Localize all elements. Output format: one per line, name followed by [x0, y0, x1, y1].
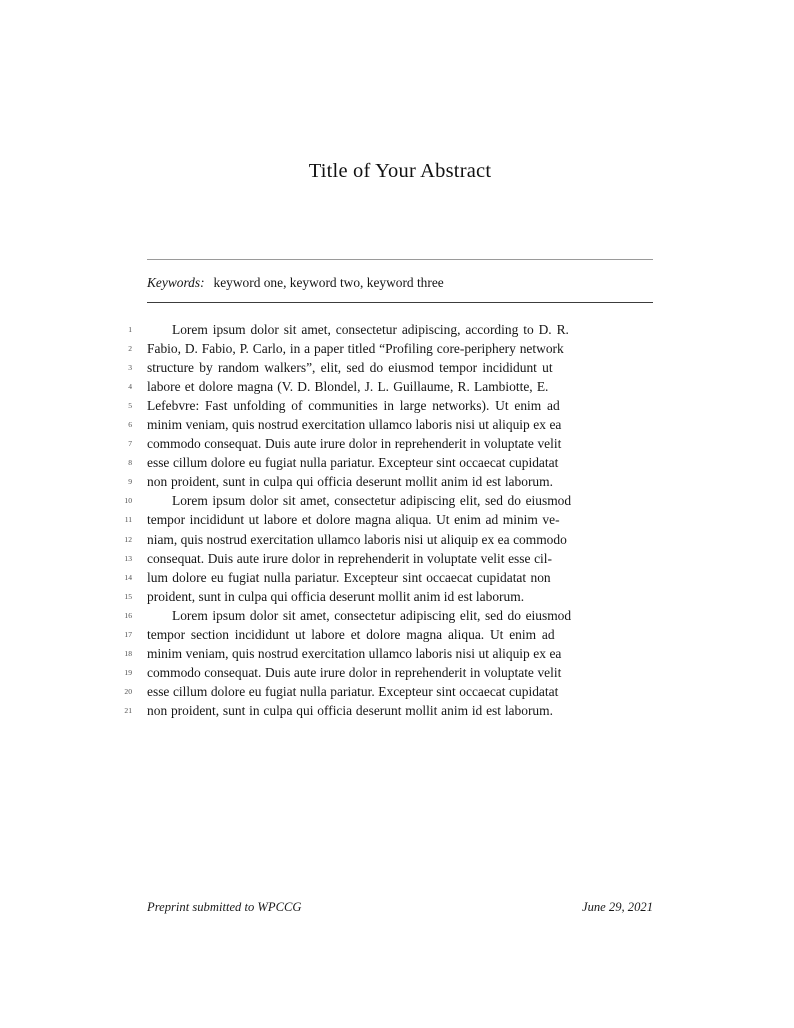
- line-number: 7: [128, 439, 132, 449]
- body-line: [0, 644, 794, 663]
- body-line: [0, 320, 794, 339]
- footer-date: June 29, 2021: [582, 900, 653, 914]
- line-text: minim veniam, quis nostrud exercitation ullamco laboris nisi ut aliquip ex ea: [147, 645, 562, 661]
- body-line: [0, 491, 794, 510]
- line-number: 18: [124, 648, 132, 658]
- line-number: 16: [124, 610, 132, 620]
- line-number: 13: [124, 553, 132, 563]
- line-text: lum dolore eu fugiat nulla pariatur. Excepteur sint occaecat cupidatat non: [147, 569, 551, 585]
- body-line: [0, 587, 794, 606]
- line-text-content: Lorem ipsum dolor sit amet, consectetur adipiscing elit, sed do eiusmod: [172, 493, 572, 509]
- line-number: 20: [124, 686, 132, 696]
- line-number: 4: [128, 382, 132, 392]
- body-line: [0, 530, 794, 549]
- body-line: [0, 625, 794, 644]
- line-number: 1: [128, 325, 132, 334]
- line-number: 17: [124, 629, 132, 639]
- keywords-row: [147, 274, 653, 292]
- body-line: [0, 549, 794, 568]
- abstract-body: [0, 320, 794, 720]
- body-line: [0, 396, 794, 415]
- line-number: 21: [124, 705, 132, 715]
- line-text-content: Lorem ipsum dolor sit amet, consectetur adipiscing, according to D. R.: [172, 322, 569, 337]
- line-number: 5: [128, 401, 132, 411]
- line-text: non proident, sunt in culpa qui officia deserunt mollit anim id est laborum.: [147, 474, 553, 490]
- line-text: Fabio, D. Fabio, P. Carlo, in a paper titled “Profiling core-periphery network: [147, 341, 564, 357]
- body-line: [0, 358, 794, 377]
- body-line: [0, 415, 794, 434]
- body-line: [0, 701, 794, 720]
- body-line: [0, 377, 794, 396]
- line-number: 11: [124, 515, 132, 525]
- line-number: 14: [124, 572, 132, 582]
- body-line: [0, 568, 794, 587]
- keywords-rule-bottom: [147, 302, 653, 303]
- line-number: 3: [128, 363, 132, 373]
- line-text: [147, 320, 653, 339]
- keywords-label: Keywords:: [147, 275, 205, 290]
- body-line: [0, 339, 794, 358]
- line-text: tempor section incididunt ut labore et dolore magna aliqua. Ut enim ad: [147, 626, 555, 642]
- line-text: labore et dolore magna (V. D. Blondel, J. L. Guillaume, R. Lambiotte, E.: [147, 379, 549, 395]
- body-line: [0, 663, 794, 682]
- line-text: minim veniam, quis nostrud exercitation ullamco laboris nisi ut aliquip ex ea: [147, 417, 562, 433]
- body-line: [0, 434, 794, 453]
- line-number: 9: [128, 477, 132, 487]
- line-text-content: Lorem ipsum dolor sit amet, consectetur adipiscing elit, sed do eiusmod: [172, 607, 572, 623]
- line-number: 12: [124, 534, 132, 544]
- line-text: non proident, sunt in culpa qui officia deserunt mollit anim id est laborum.: [147, 702, 553, 718]
- body-line: [0, 472, 794, 491]
- line-text: esse cillum dolore eu fugiat nulla pariatur. Excepteur sint occaecat cupidatat: [147, 455, 559, 471]
- keywords-rule-top: [147, 259, 653, 260]
- line-text: commodo consequat. Duis aute irure dolor in reprehenderit in voluptate velit: [147, 436, 562, 452]
- line-text: [147, 606, 653, 625]
- body-line: [0, 510, 794, 529]
- line-number: 10: [124, 496, 132, 506]
- line-text: proident, sunt in culpa qui officia deserunt mollit anim id est laborum.: [147, 588, 525, 604]
- line-text: esse cillum dolore eu fugiat nulla pariatur. Excepteur sint occaecat cupidatat: [147, 683, 559, 699]
- line-number: 15: [124, 591, 132, 601]
- keywords-values: keyword one, keyword two, keyword three: [213, 275, 444, 290]
- footer-submission-note: Preprint submitted to WPCCG: [147, 900, 302, 914]
- line-text: [147, 491, 653, 510]
- line-text: commodo consequat. Duis aute irure dolor in reprehenderit in voluptate velit: [147, 664, 562, 680]
- line-text: consequat. Duis aute irure dolor in reprehenderit in voluptate velit esse cil-: [147, 550, 552, 566]
- line-text: tempor incididunt ut labore et dolore magna aliqua. Ut enim ad minim ve-: [147, 512, 560, 528]
- line-text: Lefebvre: Fast unfolding of communities in large networks). Ut enim ad: [147, 398, 560, 414]
- line-number: 2: [128, 344, 132, 354]
- line-text: structure by random walkers”, elit, sed do eiusmod tempor incididunt ut: [147, 360, 553, 376]
- body-line: [0, 606, 794, 625]
- line-number: 19: [124, 667, 132, 677]
- line-number: 6: [128, 420, 132, 430]
- page-title: Title of Your Abstract: [308, 160, 492, 182]
- body-line: [0, 453, 794, 472]
- body-line: [0, 682, 794, 701]
- line-number: 8: [128, 458, 132, 468]
- line-text: niam, quis nostrud exercitation ullamco laboris nisi ut aliquip ex ea commodo: [147, 531, 567, 547]
